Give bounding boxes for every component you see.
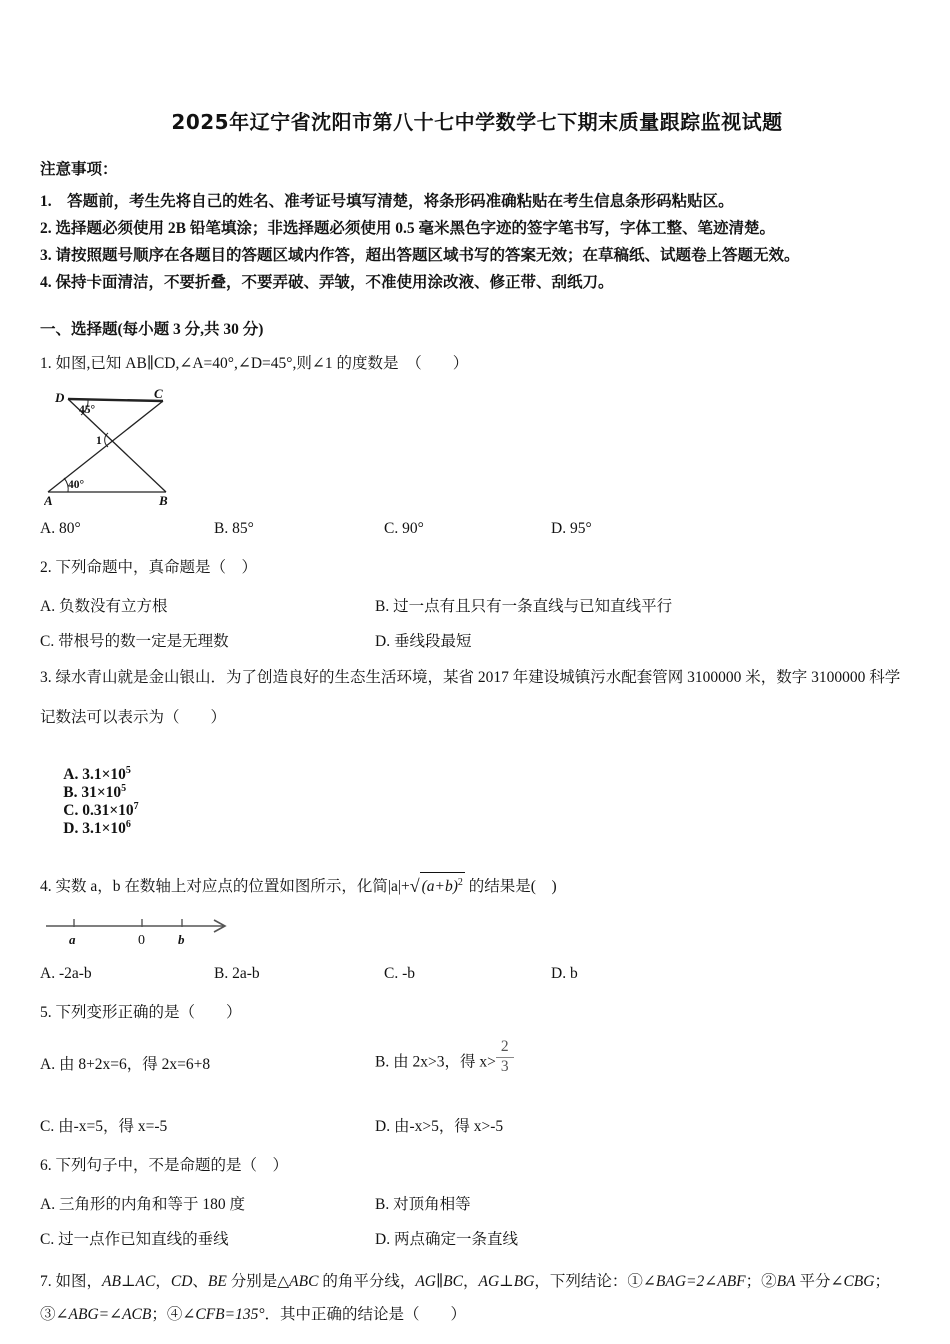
options-row [40,1227,914,1249]
notice-item-3: 3. 请按照题号顺序在各题目的答题区域内作答，超出答题区域书写的答案无效；在草稿纸、试题卷上答题无效。 [40,247,800,264]
section-heading: 一、选择题(每小题 3 分,共 30 分) [40,321,264,338]
options-row [40,1114,914,1136]
sqrt-expression: √ $(a+b)^2$ [410,872,465,900]
question-stem: 5. 下列变形正确的是（ ） [40,1004,242,1021]
figure-angle-d: 45° [79,404,96,416]
notice-section [40,157,914,296]
figure-label-b: B [159,493,168,507]
option: B. $31\times 10^5$ [63,783,127,801]
option: C. 带根号的数一定是无理数 [40,633,229,650]
question-6 [40,1152,914,1249]
option: C. 由-x=5，得 x=-5 [40,1118,168,1135]
numline-label-zero: 0 [138,933,145,948]
option: B. 对顶角相等 [375,1196,471,1213]
question-stem: 3. 绿水青山就是金山银山．为了创造良好的生态生活环境，某省 2017 年建设城镇污水配套管网 3100000 米，数字 3100000 科学记数法可以表示为（ ） [40,669,901,726]
option: C. -b [384,965,415,982]
question-1 [40,350,914,538]
question-stem: 2. 下列命题中，真命题是（ ） [40,559,258,576]
figure-label-a: A [44,493,53,507]
option: A. $3.1\times 10^5$ [63,765,131,783]
option: A. 负数没有立方根 [40,598,168,615]
question-stem: 7. 如图，AB⊥AC，CD、BE 分别是△ABC 的角平分线，AG∥BC，AG⊥BG，下列结论：①∠BAG=2∠ABF；②BA 平分∠CBG；③∠ABG=∠ACB；④∠CFB=135°．其中正确的结论是（ ） [40,1273,890,1323]
question-stem: 6. 下列句子中，不是命题的是（ ） [40,1157,289,1174]
option: C. $0.31\times 10^7$ [63,801,139,819]
option: B. 过一点有且只有一条直线与已知直线平行 [375,598,673,615]
question-stem: 4. 实数 a，b 在数轴上对应点的位置如图所示，化简|a|+√ $(a+b)^2$ 的结果是( ) [40,872,914,900]
option: C. 过一点作已知直线的垂线 [40,1231,229,1248]
question-4 [40,872,914,983]
fraction: $\frac{2}{3}$ [496,1038,514,1076]
figure-angle-1: 1 [96,435,102,447]
options-row [40,520,914,538]
question-2 [40,554,914,651]
question-stem: 1. 如图,已知 AB∥CD,∠A=40°,∠D=45°,则∠1 的度数是 （ ） [40,355,469,372]
option: D. b [551,965,578,982]
options-row [40,965,914,983]
geometry-figure-q1 [44,387,182,507]
notice-item-1: 1. 答题前，考生先将自己的姓名、准考证号填写清楚，将条形码准确粘贴在考生信息条形码粘贴区。 [40,193,734,210]
question-7 [40,1265,914,1331]
options-row [40,1192,914,1214]
figure-angle-a: 40° [68,479,85,491]
notice-item-4: 4. 保持卡面清洁，不要折叠，不要弄破、弄皱，不准使用涂改液、修正带、刮纸刀。 [40,274,614,291]
option: A. 三角形的内角和等于 180 度 [40,1196,245,1213]
question-3 [40,658,914,856]
option: D. 由-x>5，得 x>-5 [375,1118,504,1135]
option: D. 垂线段最短 [375,633,472,650]
option: D. 95° [551,520,592,537]
option: B. 由 2x>3，得 x> $\frac{2}{3}$ [375,1044,514,1082]
numline-label-a: a [69,932,76,947]
option: A. 80° [40,520,81,537]
options-row [40,629,914,651]
line-dc [68,399,163,401]
notice-item-2: 2. 选择题必须使用 2B 铅笔填涂；非选择题必须使用 0.5 毫米黑色字迹的签字笔书写，字体工整、笔迹清楚。 [40,220,775,237]
figure-label-d: D [55,390,65,405]
numline-label-b: b [178,932,185,947]
option: C. 90° [384,520,424,537]
option: D. $3.1\times 10^6$ [63,819,131,837]
option: D. 两点确定一条直线 [375,1231,518,1248]
question-5 [40,999,914,1136]
option: A. -2a-b [40,965,92,982]
line-ac [48,401,163,492]
option: B. 85° [214,520,254,537]
number-line-figure [44,916,244,952]
options-row [40,1032,914,1094]
figure-label-c: C [154,387,163,401]
option: A. 由 8+2x=6，得 2x=6+8 [40,1056,211,1073]
page-title: 2025年辽宁省沈阳市第八十七中学数学七下期末质量跟踪监视试题 [171,110,783,134]
options-row [40,594,914,616]
option: B. 2a-b [214,965,260,982]
notice-heading: 注意事项： [40,161,118,178]
options-row [40,748,914,856]
